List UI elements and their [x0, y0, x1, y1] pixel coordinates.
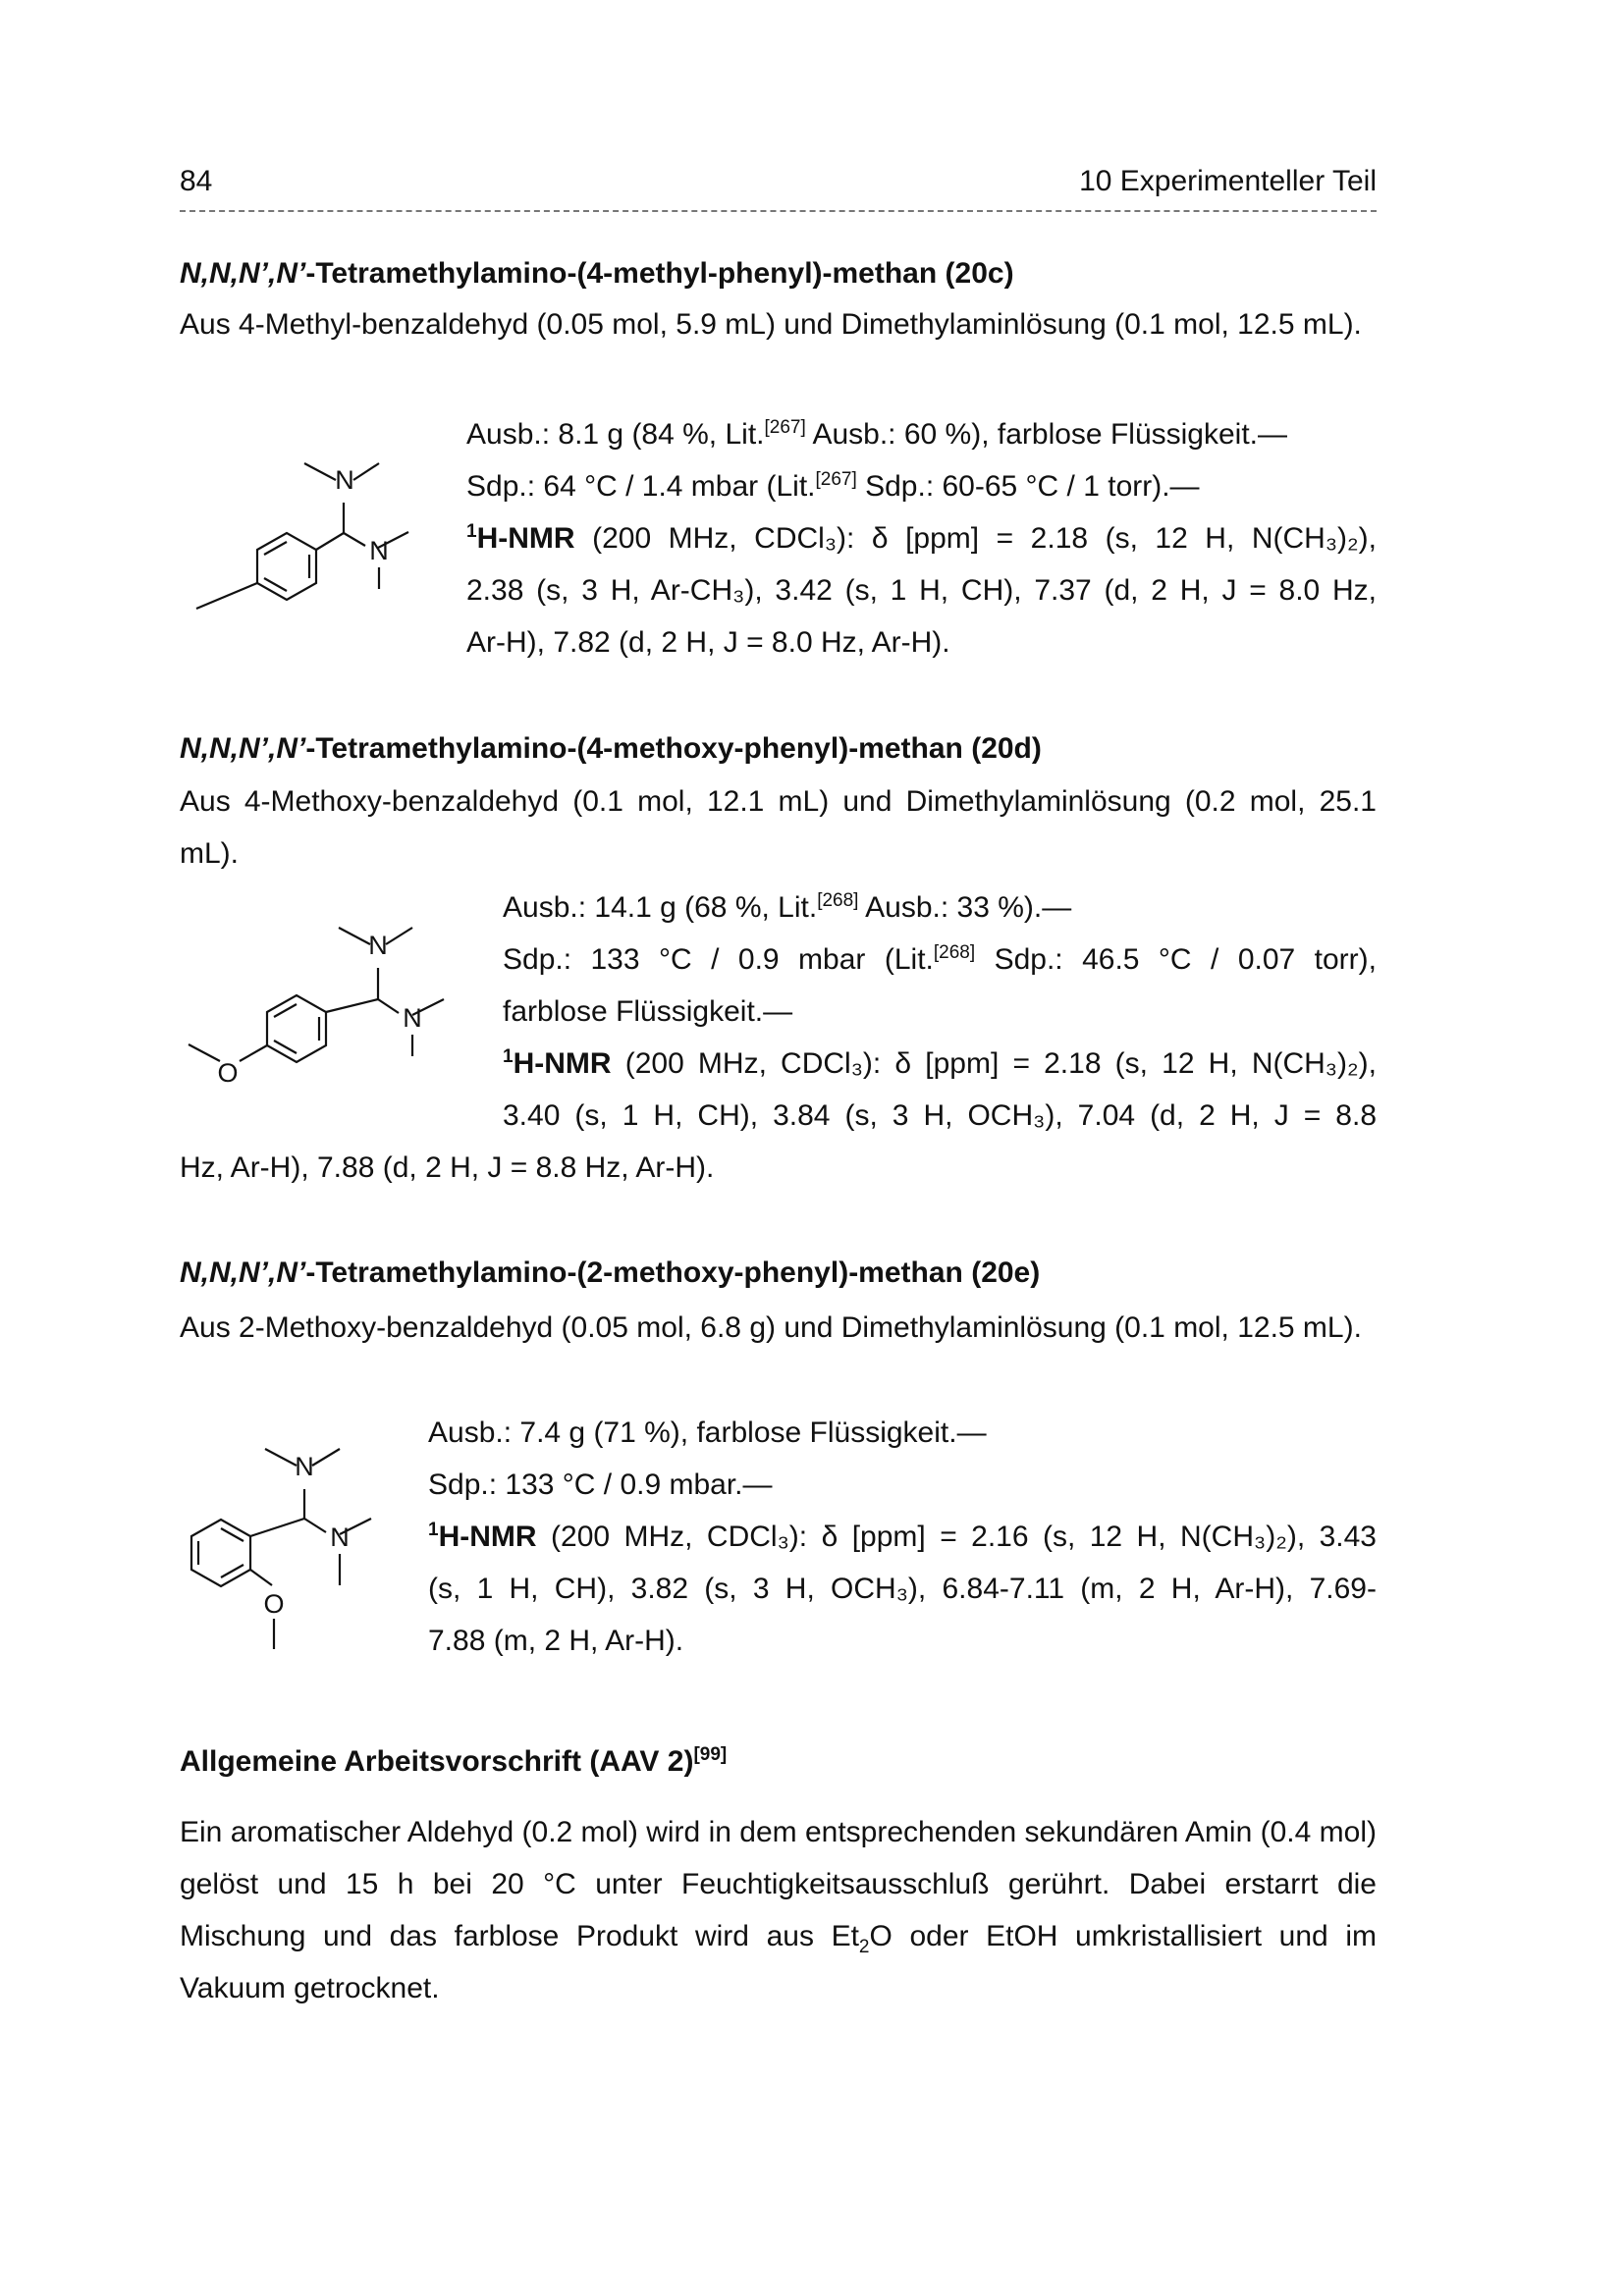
- procedure-text: Ein aromatischer Aldehyd (0.2 mol) wird in dem entsprechenden sekundären Amin (0.4 mol) gelöst und 15 h bei 20 °C unter Feuchtigkeitsausschluß gerührt. Dabei erstarrt die Mischung und das farblose Produkt wird aus $Et_2O$ oder EtOH umkristallisiert und im Vakuum getrocknet.: [180, 1816, 1377, 2004]
- nitrogen-label: N: [369, 536, 389, 565]
- structure-20c: [177, 452, 442, 628]
- compound-20c-intro: Aus 4-Methyl-benzaldehyd (0.05 mol, 5.9 mL) und Dimethylaminlösung (0.1 mol, 12.5 mL).: [180, 308, 1362, 341]
- compound-20c-data: Ausb.: 8.1 g (84 %, Lit.[267] Ausb.: 60 %), farblose Flüssigkeit.— Sdp.: 64 °C / 1.4 mbar (Lit.[267] Sdp.: 60-65 °C / 1 torr).— $^1$H-NMR (200 MHz, CDCl₃): δ [ppm] = 2.18 (s, 12 H, N(CH₃)₂), 2.38 (s, 3 H, Ar-CH₃), 3.42 (s, 1 H, CH), 7.37 (d, 2 H, J = 8.0 Hz, Ar-H), 7.82 (d, 2 H, J = 8.0 Hz, Ar-H).: [466, 417, 1377, 659]
- compound-20d-title: N,N,N’,N’-Tetramethylamino-(4-methoxy-phenyl)-methan (20d): [180, 732, 1042, 765]
- nitrogen-label: N: [403, 1003, 422, 1033]
- compound-20c-title: N,N,N’,N’-Tetramethylamino-(4-methyl-phenyl)-methan (20c): [180, 257, 1014, 290]
- page-number: 84: [180, 165, 213, 197]
- compound-20d-data: Ausb.: 14.1 g (68 %, Lit.[268] Ausb.: 33 %).— Sdp.: 133 °C / 0.9 mbar (Lit.[268] Sdp.: 46.5 °C / 0.07 torr), farblose Flüssigkeit.— $^1$H-NMR (200 MHz, CDCl₃): δ [ppm] = 2.18 (s, 12 H, N(CH₃)₂), 3.40 (s, 1 H, CH), 3.84 (s, 3 H, OCH₃), 7.04 (d, 2 H, J = 8.8: [503, 890, 1377, 1132]
- structure-20e: [177, 1448, 412, 1664]
- oxygen-label: O: [217, 1058, 239, 1088]
- nitrogen-label: N: [368, 931, 388, 960]
- header-divider: [180, 210, 1377, 212]
- compound-20e-intro: Aus 2-Methoxy-benzaldehyd (0.05 mol, 6.8 g) und Dimethylaminlösung (0.1 mol, 12.5 mL).: [180, 1311, 1362, 1344]
- nitrogen-label: N: [330, 1522, 350, 1552]
- compound-20e-title: N,N,N’,N’-Tetramethylamino-(2-methoxy-phenyl)-methan (20e): [180, 1256, 1041, 1289]
- procedure-title: Allgemeine Arbeitsvorschrift (AAV 2)[99]: [180, 1744, 728, 1778]
- nitrogen-label: N: [335, 465, 354, 495]
- compound-20d-data-cont: Hz, Ar-H), 7.88 (d, 2 H, J = 8.8 Hz, Ar-H).: [180, 1151, 715, 1184]
- methyl-bond: [196, 583, 257, 609]
- nitrogen-label: N: [295, 1452, 314, 1481]
- chapter-title: 10 Experimenteller Teil: [1079, 165, 1377, 197]
- structure-20d: [177, 923, 471, 1099]
- oxygen-label: O: [263, 1589, 285, 1619]
- compound-20e-data: Ausb.: 7.4 g (71 %), farblose Flüssigkeit.— Sdp.: 133 °C / 0.9 mbar.— $^1$H-NMR (200 MHz, CDCl₃): δ [ppm] = 2.16 (s, 12 H, N(CH₃)₂), 3.43 (s, 1 H, CH), 3.82 (s, 3 H, OCH₃), 6.84-7.11 (m, 2 H, Ar-H), 7.69- 7.88 (m, 2 H, Ar-H).: [428, 1416, 1377, 1657]
- compound-20d-intro: Aus 4-Methoxy-benzaldehyd (0.1 mol, 12.1 mL) und Dimethylaminlösung (0.2 mol, 25.1 mL).: [180, 785, 1377, 870]
